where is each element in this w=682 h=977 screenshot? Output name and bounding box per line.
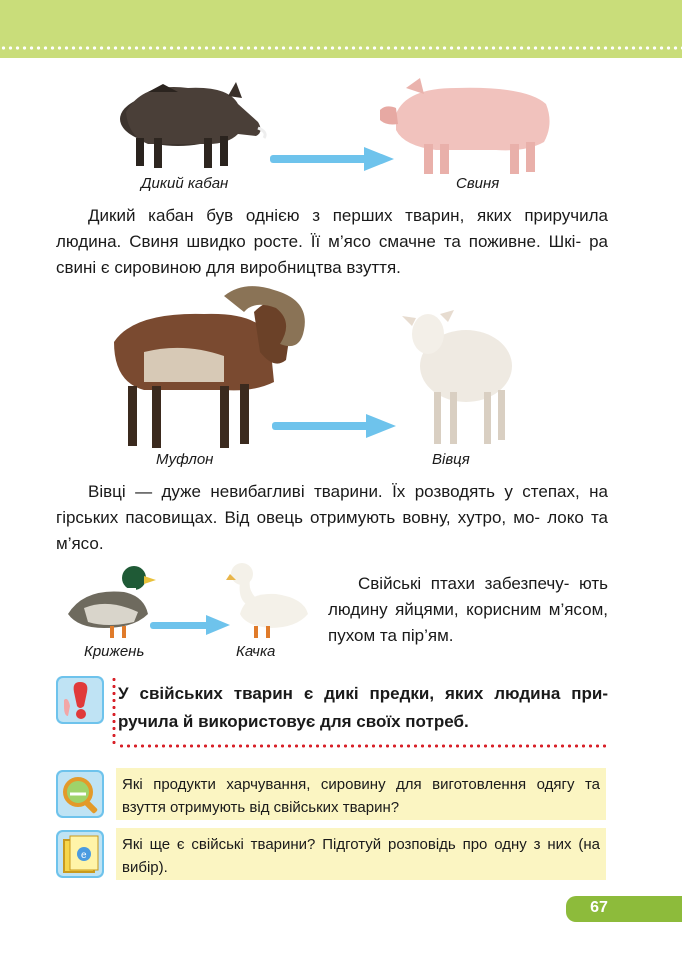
page-number: 67	[590, 899, 608, 916]
question-line: та взуття отримують від свійських тварин?	[122, 776, 600, 816]
exclamation-icon	[56, 676, 104, 724]
header-dotted-line	[0, 46, 682, 50]
note-side-dots	[112, 676, 116, 746]
caption-mallard: Крижень	[84, 643, 145, 660]
birds-text-line: Свійські птахи забезпечу-	[358, 574, 570, 593]
question-1	[116, 768, 606, 820]
key-note	[118, 680, 608, 736]
birds-paragraph	[328, 571, 608, 649]
note-divider-dots	[118, 744, 608, 748]
question-line: Які продукти харчування, сировину для виготовлення одягу	[122, 776, 575, 793]
duck-image	[226, 558, 310, 642]
pig-text-line: людина. Свиня швидко росте. Її м’ясо смачне та поживне. Шкі-	[56, 232, 582, 251]
pig-paragraph	[56, 203, 608, 281]
mallard-image	[64, 558, 156, 642]
mallard-to-duck-arrow	[150, 614, 230, 636]
svg-text:e: e	[81, 850, 87, 861]
caption-pig: Свиня	[456, 175, 500, 192]
pig-text-line: Дикий кабан був однією з перших тварин, яких приручила	[88, 206, 608, 225]
magnifier-icon	[56, 770, 104, 818]
boar-image	[108, 74, 268, 172]
mouflon-to-sheep-arrow	[272, 413, 396, 439]
sheep-text-line: Вівці — дуже невибагливі тварини. Їх розводять у степах,	[88, 482, 580, 501]
birds-text-line: ють людину яйцями, корисним	[328, 574, 608, 619]
question-line: них (на вибір).	[122, 836, 601, 876]
book-icon	[56, 830, 104, 878]
birds-text-line: м’ясом, пухом та пір’ям.	[328, 600, 608, 645]
caption-boar: Дикий кабан	[141, 175, 229, 192]
note-line: У свійських тварин є дикі предки, яких людина при-	[118, 684, 608, 703]
question-line: Які ще є свійські тварини? Підготуй розповідь про одну з	[122, 836, 541, 853]
question-2	[116, 828, 606, 880]
caption-mouflon: Муфлон	[156, 451, 214, 468]
sheep-text-line: на гірських пасовищах. Від овець отримують вовну, хутро, мо-	[56, 482, 608, 527]
sheep-image	[394, 296, 516, 448]
caption-duck: Качка	[236, 643, 276, 660]
caption-sheep: Вівця	[432, 451, 470, 468]
sheep-text-line: локо та м’ясо.	[56, 508, 608, 553]
sheep-paragraph	[56, 479, 608, 557]
pig-text-line: ра свині є сировиною для виробництва взуття.	[56, 232, 608, 277]
pig-image	[376, 74, 556, 178]
note-line: ручила й використовує для своїх потреб.	[118, 712, 469, 731]
